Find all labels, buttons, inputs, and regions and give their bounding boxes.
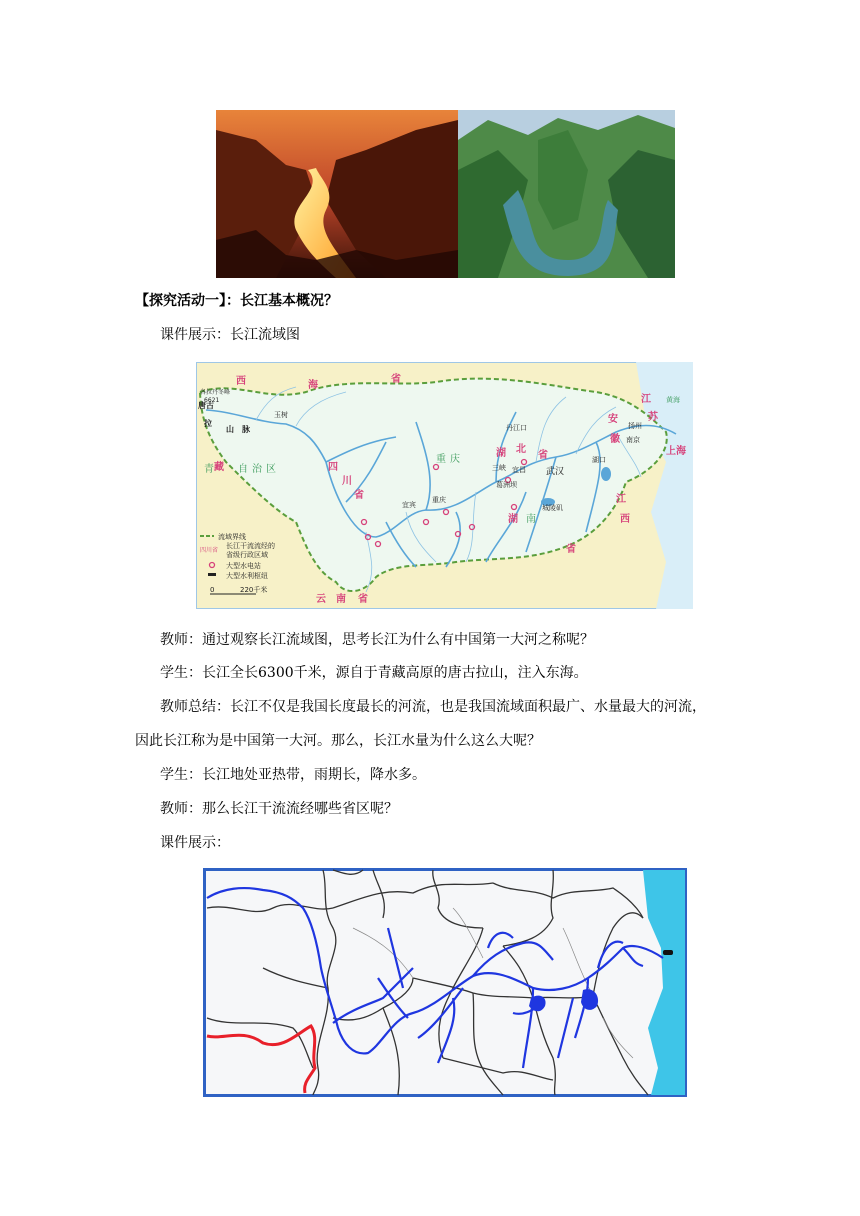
map-label: 省 xyxy=(354,490,364,501)
map-label: 川 xyxy=(342,476,352,487)
map-label: 苏 xyxy=(648,412,658,423)
yangtze-basin-map xyxy=(196,362,693,609)
map-label: 拉 xyxy=(204,419,212,428)
map-label: 山 xyxy=(226,425,234,434)
map-label: 北 xyxy=(516,444,526,455)
map-label: 三峡 xyxy=(492,464,506,472)
map-label: 各拉丹冬峰 xyxy=(200,389,231,396)
activity-heading: 【探究活动一】：长江基本概况？ xyxy=(135,293,338,309)
map-label: 江 xyxy=(616,494,626,505)
map-label: 武汉 xyxy=(546,467,565,477)
map-label: 6621 xyxy=(204,397,220,404)
map-label: 治 xyxy=(252,464,262,475)
map-label: 南京 xyxy=(626,436,640,444)
map-legend xyxy=(198,527,294,607)
map-label: 藏 xyxy=(214,462,224,473)
map-label: 脉 xyxy=(242,425,250,434)
map-label: 重庆 xyxy=(432,496,446,504)
map-label: 四 xyxy=(328,462,338,473)
yangtze-provinces-map xyxy=(203,868,687,1097)
map-label: 宜宾 xyxy=(402,501,416,509)
map-label: 湖口 xyxy=(592,456,606,464)
paragraph: 课件展示： xyxy=(160,835,230,851)
map-label: 区 xyxy=(266,464,276,475)
gorge-green-photo xyxy=(458,110,675,278)
map-label: 湖 xyxy=(496,448,506,459)
map-label: 玉树 xyxy=(274,411,288,419)
paragraph: 课件展示：长江流域图 xyxy=(160,327,300,343)
legend-text: 220千米 xyxy=(240,586,268,594)
map-label: 省 xyxy=(566,544,576,555)
map-label: 庆 xyxy=(450,454,460,465)
legend-text: 省级行政区域 xyxy=(226,551,268,559)
map-label: 自 xyxy=(238,464,248,475)
map-label: 葛洲坝 xyxy=(496,481,517,489)
map-label: 青 xyxy=(204,464,214,475)
map-label: 黄海 xyxy=(666,396,680,404)
map-label: 城陵矶 xyxy=(542,504,563,512)
map-label: 南 xyxy=(526,514,536,525)
paragraph: 教师：那么长江干流流经哪些省区呢？ xyxy=(160,801,398,817)
map-label: 安 xyxy=(608,414,618,425)
map-label: 宜昌 xyxy=(512,466,526,474)
map-label: 省 xyxy=(358,594,368,605)
map-label: 上海 xyxy=(666,446,686,457)
paragraph: 教师：通过观察长江流域图，思考长江为什么有中国第一大河之称呢？ xyxy=(160,632,594,648)
map-label: 丹江口 xyxy=(506,424,527,432)
map-label: 西 xyxy=(236,376,246,387)
legend-text: 0 xyxy=(210,586,215,594)
map-label: 南 xyxy=(336,594,346,605)
map-label: 省 xyxy=(538,450,548,461)
map-label: 重 xyxy=(436,454,446,465)
paragraph: 学生：长江全长6300千米，源自于青藏高原的唐古拉山，注入东海。 xyxy=(160,665,588,681)
paragraph: 学生：长江地处亚热带，雨期长，降水多。 xyxy=(160,767,426,783)
legend-text: 长江干流流经的 xyxy=(226,542,275,550)
map-label: 扬州 xyxy=(628,422,642,430)
map-label: 云 xyxy=(316,594,326,605)
paragraph: 教师总结：长江不仅是我国长度最长的河流，也是我国流域面积最广、水量最大的河流， xyxy=(160,699,706,715)
legend-text: 大型水电站 xyxy=(226,562,261,570)
map-label: 湖 xyxy=(508,514,518,525)
paragraph: 因此长江称为是中国第一大河。那么，长江水量为什么这么大呢？ xyxy=(135,733,541,749)
legend-text: 大型水利枢纽 xyxy=(226,572,268,580)
map-label: 唐古 xyxy=(198,401,214,410)
gorge-sunset-photo xyxy=(216,110,458,278)
map-label: 江 xyxy=(641,394,651,405)
map-label: 省 xyxy=(391,374,401,385)
legend-text: 流域界线 xyxy=(218,533,246,541)
map-label: 海 xyxy=(308,380,318,391)
map-label: 西 xyxy=(620,514,630,525)
legend-text: 四川省 xyxy=(200,547,219,554)
map-label: 徽 xyxy=(610,434,620,445)
